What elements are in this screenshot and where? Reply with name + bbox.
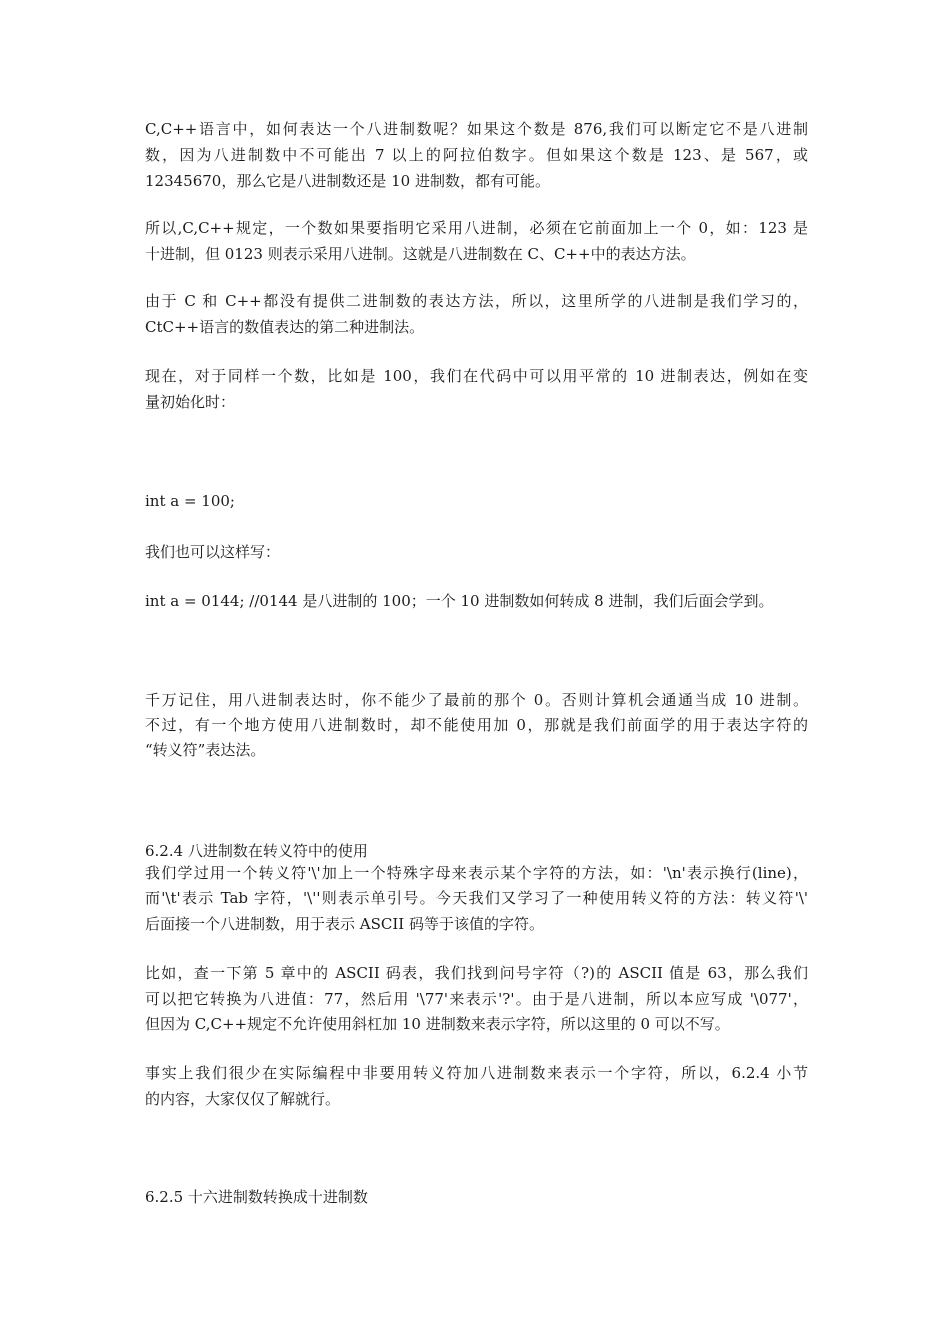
paragraph-2-line-1: 所以,C,C++规定，一个数如果要指明它采用八进制，必须在它前面加上一个 0，如：123 是	[145, 219, 808, 237]
paragraph-9-line-1: 事实上我们很少在实际编程中非要用转义符加八进制数来表示一个字符，所以，6.2.4 小节	[145, 1064, 808, 1082]
code-line-1: int a = 100;	[145, 492, 235, 510]
paragraph-8-line-3: 但因为 C,C++规定不允许使用斜杠加 10 进制数来表示字符，所以这里的 0 可以不写。	[145, 1015, 730, 1033]
section-heading-6-2-4: 6.2.4 八进制数在转义符中的使用	[145, 842, 368, 860]
paragraph-9-line-2: 的内容，大家仅仅了解就行。	[145, 1090, 341, 1108]
paragraph-2-line-2: 十进制，但 0123 则表示采用八进制。这就是八进制数在 C、C++中的表达方法。	[145, 245, 696, 263]
paragraph-4-line-1: 现在，对于同样一个数，比如是 100，我们在代码中可以用平常的 10 进制表达，例如在变	[145, 367, 808, 385]
paragraph-7-line-2: 而'\t'表示 Tab 字符，'\''则表示单引号。今天我们又学习了一种使用转义符的方法：转义符'\'	[145, 889, 808, 907]
paragraph-3-line-2: CtC++语言的数值表达的第二种进制法。	[145, 318, 425, 336]
paragraph-5: 我们也可以这样写：	[145, 543, 281, 561]
paragraph-6-line-3: “转义符”表达法。	[145, 741, 266, 759]
paragraph-7-line-1: 我们学过用一个转义符'\'加上一个特殊字母来表示某个字符的方法，如：'\n'表示换行(line)，	[145, 864, 808, 882]
paragraph-1-line-1: C,C++语言中，如何表达一个八进制数呢？如果这个数是 876,我们可以断定它不是八进制	[145, 120, 808, 138]
code-line-2: int a = 0144; //0144 是八进制的 100；一个 10 进制数如何转成 8 进制，我们后面会学到。	[145, 592, 774, 610]
paragraph-6-line-2: 不过，有一个地方使用八进制数时，却不能使用加 0，那就是我们前面学的用于表达字符的	[145, 716, 808, 734]
section-heading-6-2-5: 6.2.5 十六进制数转换成十进制数	[145, 1188, 368, 1206]
paragraph-1-line-3: 12345670，那么它是八进制数还是 10 进制数，都有可能。	[145, 172, 550, 190]
paragraph-7-line-3: 后面接一个八进制数，用于表示 ASCII 码等于该值的字符。	[145, 915, 544, 933]
paragraph-3-line-1: 由于 C 和 C++都没有提供二进制数的表达方法，所以，这里所学的八进制是我们学习的，	[145, 292, 808, 310]
paragraph-1-line-2: 数，因为八进制数中不可能出 7 以上的阿拉伯数字。但如果这个数是 123、是 567，或	[145, 146, 808, 164]
paragraph-8-line-2: 可以把它转换为八进值：77，然后用 '\77'来表示'?'。由于是八进制，所以本应写成 '\077'，	[145, 990, 808, 1008]
paragraph-6-line-1: 千万记住，用八进制表达时，你不能少了最前的那个 0。否则计算机会通通当成 10 进制。	[145, 691, 808, 709]
paragraph-8-line-1: 比如，查一下第 5 章中的 ASCII 码表，我们找到问号字符（?)的 ASCII 值是 63，那么我们	[145, 964, 808, 982]
paragraph-4-line-2: 量初始化时：	[145, 393, 236, 411]
